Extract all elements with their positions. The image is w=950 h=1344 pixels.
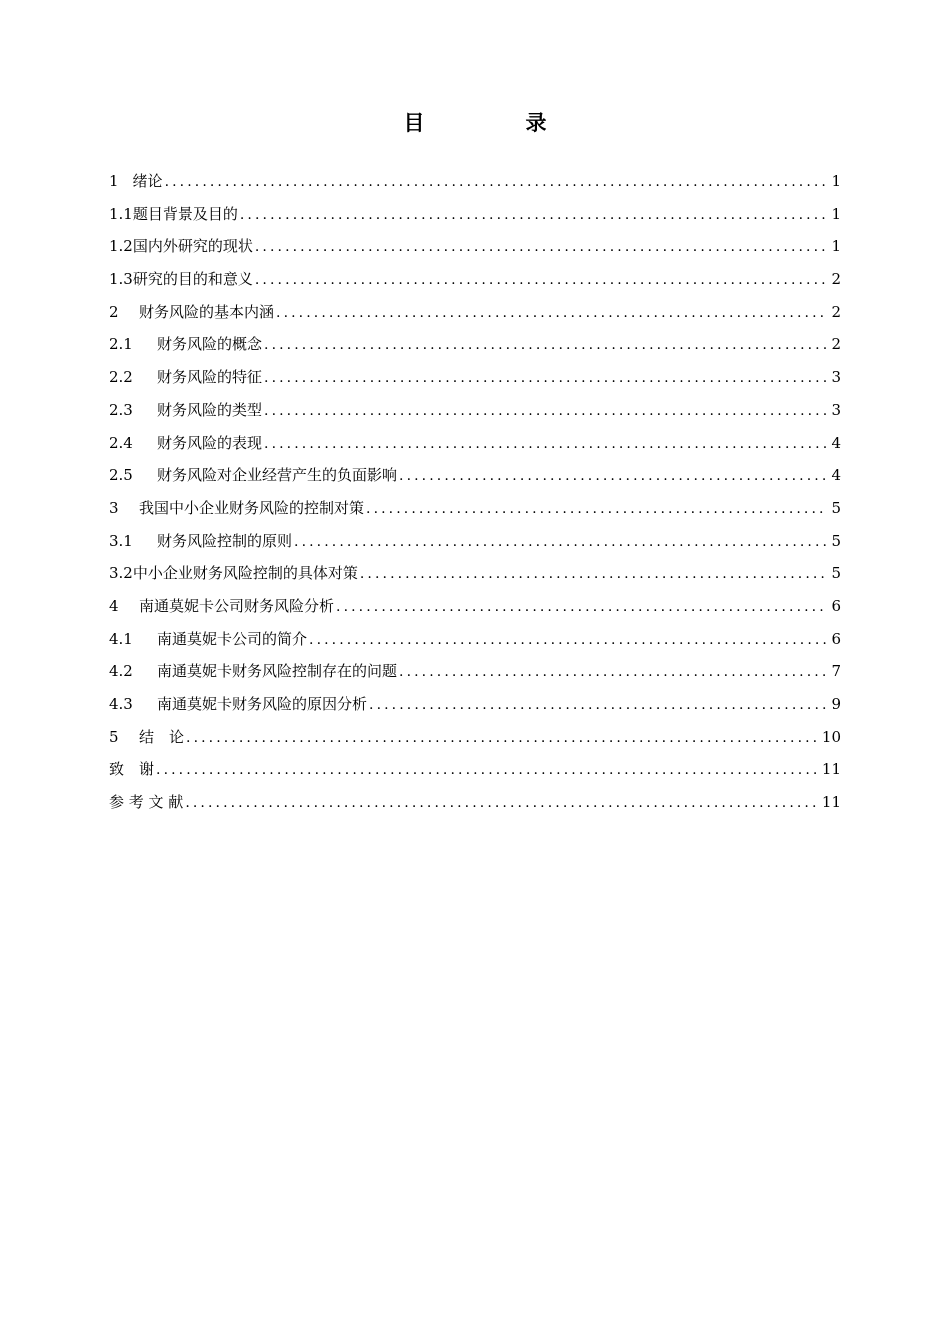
toc-entry-number: 2.2: [109, 368, 133, 387]
toc-entry-title: 国内外研究的现状: [132, 237, 253, 256]
toc-entry-title: 我国中小企业财务风险的控制对策: [139, 498, 365, 517]
toc-entry[interactable]: [109, 230, 841, 263]
toc-dot-leader: [185, 787, 818, 819]
toc-entry-page: 2: [831, 270, 841, 289]
toc-entry-title: 财务风险控制的原则: [157, 531, 293, 550]
toc-entry-number: 2.4: [109, 433, 133, 452]
toc-dot-leader: [399, 460, 827, 492]
toc-entry[interactable]: [109, 623, 841, 656]
toc-entry[interactable]: [109, 296, 841, 329]
toc-entry-page: 6: [831, 596, 841, 615]
toc-entry[interactable]: [109, 492, 841, 525]
toc-entry-number: 1.1: [109, 204, 133, 223]
toc-entry[interactable]: [109, 655, 841, 688]
toc-entry-page: 5: [831, 498, 841, 517]
toc-entry-page: 4: [831, 466, 841, 485]
toc-entry[interactable]: [109, 198, 841, 231]
toc-entry-page: 9: [831, 695, 841, 713]
toc-entry[interactable]: [109, 786, 841, 819]
toc-entry[interactable]: [109, 459, 841, 492]
toc-entry-title: 南通莫妮卡财务风险控制存在的问题: [157, 662, 398, 681]
toc-entry-number: 2.5: [109, 466, 133, 485]
toc-entry-number: 3.2: [109, 564, 133, 583]
toc-entry-page: 3: [831, 368, 841, 387]
toc-entry[interactable]: [109, 557, 841, 590]
toc-entry-title: 财务风险对企业经营产生的负面影响: [157, 466, 398, 485]
toc-entry[interactable]: [109, 427, 841, 460]
toc-dot-leader: [165, 166, 828, 198]
toc-entry[interactable]: [109, 361, 841, 394]
toc-entry-page: 6: [831, 629, 841, 648]
toc-entry-number: 2: [109, 302, 119, 321]
toc-entry-page: 1: [831, 237, 841, 256]
toc-entry-page: 7: [831, 662, 841, 681]
toc-dot-leader: [294, 526, 827, 558]
toc-entry-number: 4.1: [109, 629, 133, 648]
toc-entry-number: 1: [109, 172, 119, 190]
toc-entry-page: 11: [821, 793, 841, 812]
toc-entry-number: 5: [109, 727, 119, 746]
toc-list: [109, 165, 841, 819]
toc-entry-page: 5: [831, 531, 841, 550]
toc-title: 目 录: [403, 111, 587, 135]
toc-entry-page: 5: [831, 564, 841, 583]
toc-entry-title: 南通莫妮卡公司财务风险分析: [139, 596, 335, 615]
toc-entry-number: 3.1: [109, 531, 133, 550]
toc-entry-title: 南通莫妮卡公司的简介: [157, 629, 308, 648]
toc-dot-leader: [264, 428, 827, 460]
toc-dot-leader: [366, 493, 827, 525]
toc-dot-leader: [276, 297, 827, 329]
toc-dot-leader: [336, 591, 827, 623]
toc-entry[interactable]: [109, 394, 841, 427]
toc-entry-page: 1: [831, 204, 841, 223]
toc-entry-title: 财务风险的特征: [157, 368, 263, 387]
toc-entry-title: 财务风险的概念: [157, 335, 263, 354]
toc-entry[interactable]: [109, 688, 841, 721]
toc-entry[interactable]: [109, 165, 841, 198]
toc-entry-title: 研究的目的和意义: [132, 270, 253, 289]
toc-entry-number: 4.3: [109, 695, 133, 713]
toc-entry-title: 题目背景及目的: [132, 204, 238, 223]
toc-entry-page: 11: [821, 760, 841, 779]
toc-entry-title: 结 论: [139, 727, 185, 746]
toc-entry-page: 4: [831, 433, 841, 452]
toc-entry[interactable]: [109, 721, 841, 754]
toc-dot-leader: [264, 329, 827, 361]
toc-entry-number: 4.2: [109, 662, 133, 681]
toc-dot-leader: [156, 754, 818, 786]
toc-dot-leader: [264, 395, 827, 427]
toc-dot-leader: [360, 558, 828, 590]
toc-dot-leader: [369, 689, 827, 721]
toc-dot-leader: [309, 624, 827, 656]
toc-entry[interactable]: [109, 328, 841, 361]
toc-entry-number: 2.1: [109, 335, 133, 354]
toc-entry-title: 绪论: [132, 172, 163, 190]
toc-entry[interactable]: [109, 590, 841, 623]
toc-entry[interactable]: [109, 525, 841, 558]
toc-entry-title: 参 考 文 献: [109, 793, 184, 812]
toc-entry-title: 中小企业财务风险控制的具体对策: [132, 564, 358, 583]
toc-entry-title: 财务风险的基本内涵: [139, 302, 275, 321]
toc-entry-page: 2: [831, 335, 841, 354]
toc-entry-page: 3: [831, 400, 841, 419]
toc-entry-title: 财务风险的类型: [157, 400, 263, 419]
toc-entry[interactable]: [109, 263, 841, 296]
toc-entry-title: 南通莫妮卡财务风险的原因分析: [157, 695, 368, 713]
toc-dot-leader: [240, 199, 828, 231]
toc-entry-page: 1: [831, 172, 841, 190]
toc-entry-page: 10: [821, 727, 841, 746]
toc-entry-number: 2.3: [109, 400, 133, 419]
toc-entry[interactable]: [109, 753, 841, 786]
toc-entry-title: 财务风险的表现: [157, 433, 263, 452]
toc-entry-number: 1.2: [109, 237, 133, 256]
toc-entry-number: 3: [109, 498, 119, 517]
toc-dot-leader: [255, 231, 828, 263]
toc-dot-leader: [264, 362, 827, 394]
toc-dot-leader: [399, 656, 827, 688]
toc-dot-leader: [186, 722, 818, 754]
toc-entry-page: 2: [831, 302, 841, 321]
toc-entry-number: 1.3: [109, 270, 133, 289]
toc-dot-leader: [255, 264, 828, 296]
toc-entry-title: 致 谢: [109, 760, 155, 779]
toc-entry-number: 4: [109, 596, 119, 615]
